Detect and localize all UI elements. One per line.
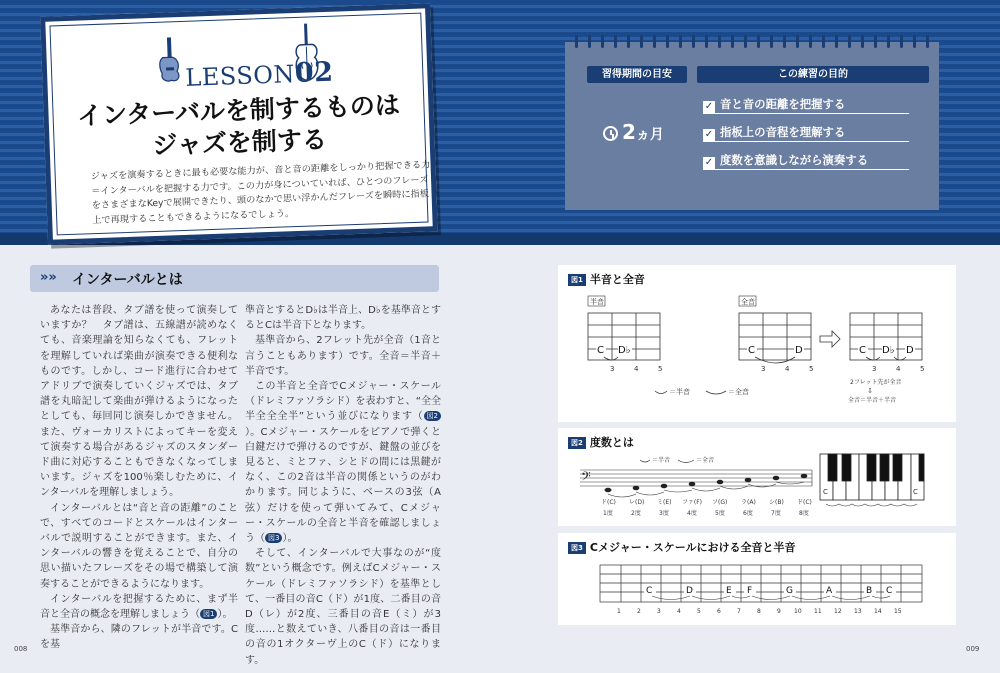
body-paragraph: インターバルを把握するために、まず半音と全音の概念を理解しましょう（ 図1 ）。 [40,593,238,621]
lesson-label [185,57,334,93]
figure-ref: 図1 [200,609,217,619]
svg-text:C: C [886,586,893,596]
figure-2-diagram [558,428,956,526]
svg-text:ミ(E): ミ(E) [657,499,672,506]
legend-half: ＝半音 [652,457,671,464]
legend-half: ＝半音 [669,388,690,396]
svg-text:G: G [786,586,793,596]
electric-bass-icon [156,35,184,84]
page-title-line1: インターバルを制するものは [76,90,401,131]
svg-text:ソ(G): ソ(G) [712,499,728,506]
svg-text:A: A [826,586,833,596]
duration [603,120,664,144]
lesson-prefix: LESSON [184,60,296,92]
figure-ref: 図2 [424,411,441,421]
svg-text:3: 3 [610,365,615,373]
key-label: C [823,488,828,496]
clock-icon [603,126,618,141]
bass-clef-icon: 𝄢 [581,469,591,487]
svg-text:5: 5 [658,365,663,373]
page-number-right: 009 [966,645,980,653]
note-label: D♭ [618,345,631,356]
figure-ref: 図3 [265,533,282,543]
svg-text:3: 3 [872,365,877,373]
svg-text:7度: 7度 [771,510,781,517]
svg-text:7: 7 [737,608,741,615]
svg-text:D: D [686,586,693,596]
duration-number: 2 [622,120,636,144]
figure-1-diagram [558,265,956,422]
section-heading [30,265,439,292]
page-title-line2: ジャズを制する [151,124,328,161]
note-label: D♭ [882,345,895,356]
figure-3-diagram [558,533,956,625]
svg-text:5: 5 [809,365,814,373]
double-arrow-icon: »» [40,270,57,285]
lesson-number: 02 [294,56,334,90]
figure-tag: 図3 [568,542,586,554]
body-paragraph: 基準音から、2フレット先が全音（1音と言うこともあります）です。全音＝半音＋半音です。 [245,335,441,377]
down-arrow-icon: ⇩ [867,387,873,395]
legend-whole: ＝全音 [696,457,715,464]
body-paragraph: 基準音から、隣のフレットが半音です。Cを基 [40,624,238,651]
svg-text:12: 12 [834,608,842,615]
degree-labels [603,509,809,517]
piano-keyboard [820,454,924,500]
duration-unit: ヵ月 [635,127,664,143]
svg-text:8: 8 [757,608,761,615]
svg-text:2度: 2度 [631,510,641,517]
check-icon: ✓ [704,157,714,168]
practice-note [565,42,939,210]
svg-text:1度: 1度 [603,510,613,517]
note-label: D [906,345,914,356]
goal-item: ✓ 指板上の音程を理解する [703,122,909,142]
figure-1-caption: 図1 半音と全音 [568,271,645,287]
key-label: C [913,488,918,496]
svg-text:5: 5 [697,608,701,615]
svg-text:3度: 3度 [659,510,669,517]
figure-3 [558,533,956,625]
note-label: C [859,345,866,356]
svg-text:レ(D): レ(D) [629,499,645,506]
figure-tag: 図2 [568,437,586,449]
body-column-1 [40,303,238,653]
figure-1 [558,265,956,422]
svg-text:5度: 5度 [715,510,725,517]
body-paragraph: そして、インターバルで大事なのが“度数”という概念です。例えばCメジャー・スケール（ドレミファソラシド）を基準として、一番目の音C（ド）が1度、二番目の音D（レ）が2度、三番目の音E（ミ）が3度……と数えていき、八番目の音は一番目の音の1オクターヴ上のC（ド）になります。 [245,548,441,666]
svg-text:8度: 8度 [799,510,809,517]
svg-text:4度: 4度 [687,510,697,517]
svg-text:C: C [646,586,653,596]
purpose-label: この練習の目的 [697,66,929,83]
svg-text:ラ(A): ラ(A) [741,499,756,506]
svg-text:5: 5 [920,365,925,373]
figure-2 [558,428,956,526]
svg-text:15: 15 [894,608,902,615]
figure-2-caption: 図2 度数とは [568,434,634,450]
legend-whole: ＝全音 [728,388,749,396]
svg-text:シ(B): シ(B) [769,499,784,506]
equation-note: 全音＝半音＋半音 [848,397,897,404]
check-icon: ✓ [704,101,714,112]
svg-text:3: 3 [761,365,766,373]
intro-text: ジャズを演奏するときに最も必要な能力が、音と音の距離をしっかり把握できる力＝インターバルを把握する力です。この力が身についていれば、ひとつのフレーズをさまざまなKeyで展開できたり、頭のなかで思い浮かんだフレーズを瞬時に指板上で再現することもできるようになるでしょう。 [90,159,431,226]
svg-text:4: 4 [677,608,681,615]
svg-text:E: E [726,586,732,596]
svg-text:13: 13 [854,608,862,615]
lesson-card [40,3,438,244]
svg-text:6度: 6度 [743,510,753,517]
svg-text:F: F [747,586,753,596]
svg-text:ファ(F): ファ(F) [682,499,703,506]
svg-text:ド(C): ド(C) [797,499,812,506]
svg-text:B: B [866,586,873,596]
svg-text:4: 4 [896,365,901,373]
whole-label: 全音 [741,298,755,306]
section-title: インターバルとは [72,272,183,288]
svg-text:14: 14 [874,608,882,615]
fret-numbers [617,608,902,615]
body-paragraph: インターバルとは“音と音の距離”のことで、すべてのコードとスケールはインターバルで説明することができます。また、インターバルの響きを覚えることで、自分の思い描いたフレーズをその場で構築して演奏することができるようになります。 [40,502,238,590]
body-paragraph: あなたは普段、タブ譜を使って演奏していますか？ タブ譜は、五線譜が読めなくても、音楽理論を知らなくても、フレットを理解していれば楽曲が演奏できる便利なものです。しかし、コード進行に合わせてアドリブで演奏していくジャズでは、タブ譜を丸暗記して楽曲が弾けるようになったとしても、毎回同じ演奏しかできません。また、ヴォーカリストによってキーを変えて演奏する場合があるジャズのスタンダード曲に対応することもできなくなってしまいます。ジャズを100％楽しむために、インターバルを理解しましょう。 [40,305,238,499]
right-arrow-icon [820,331,840,347]
scale-note-names [601,499,812,506]
svg-text:3: 3 [657,608,661,615]
svg-text:4: 4 [785,365,790,373]
two-fret-note: 2フレット先が全音 [850,379,902,386]
svg-text:ド(C): ド(C) [601,499,616,506]
svg-text:1: 1 [617,608,621,615]
fretboard-notes [644,585,896,596]
svg-text:6: 6 [717,608,721,615]
check-icon: ✓ [704,129,714,140]
staff-notes [604,474,807,493]
note-label: D [795,345,803,356]
body-column-2 [245,303,441,668]
body-paragraph: この半音と全音でCメジャー・スケール（ドレミファソラシド）を表わすと、“全全半全全全半”という並びになります（ 図2）。Cメジャー・スケールをピアノで弾くと白鍵だけで弾けるのですが、鍵盤の並びを見ると、ミとファ、シとドの間には黒鍵がなく、この2音は半音の関係というのがわかります。同じように、ベースの3弦（A弦）だけを使って弾いてみて、Cメジャー・スケールの全音と半音を確認しましょう（ 図3 ）。 [245,381,441,545]
goal-item: ✓ 音と音の距離を把握する [703,94,909,114]
page-number-left: 008 [14,645,28,653]
half-label: 半音 [590,298,604,306]
body-paragraph: 準音とするとD♭は半音上、D♭を基準音とするとCは半音下となります。 [245,305,441,332]
period-label: 習得期間の目安 [587,66,687,83]
svg-text:10: 10 [794,608,802,615]
svg-text:4: 4 [634,365,639,373]
notebook-binding [575,35,929,47]
svg-text:2: 2 [637,608,641,615]
figure-3-caption: 図3 Cメジャー・スケールにおける全音と半音 [568,539,796,555]
goal-item: ✓ 度数を意識しながら演奏する [703,150,909,170]
svg-text:9: 9 [777,608,781,615]
note-label: C [748,345,755,356]
note-label: C [597,345,604,356]
svg-text:11: 11 [814,608,822,615]
figure-tag: 図1 [568,274,586,286]
